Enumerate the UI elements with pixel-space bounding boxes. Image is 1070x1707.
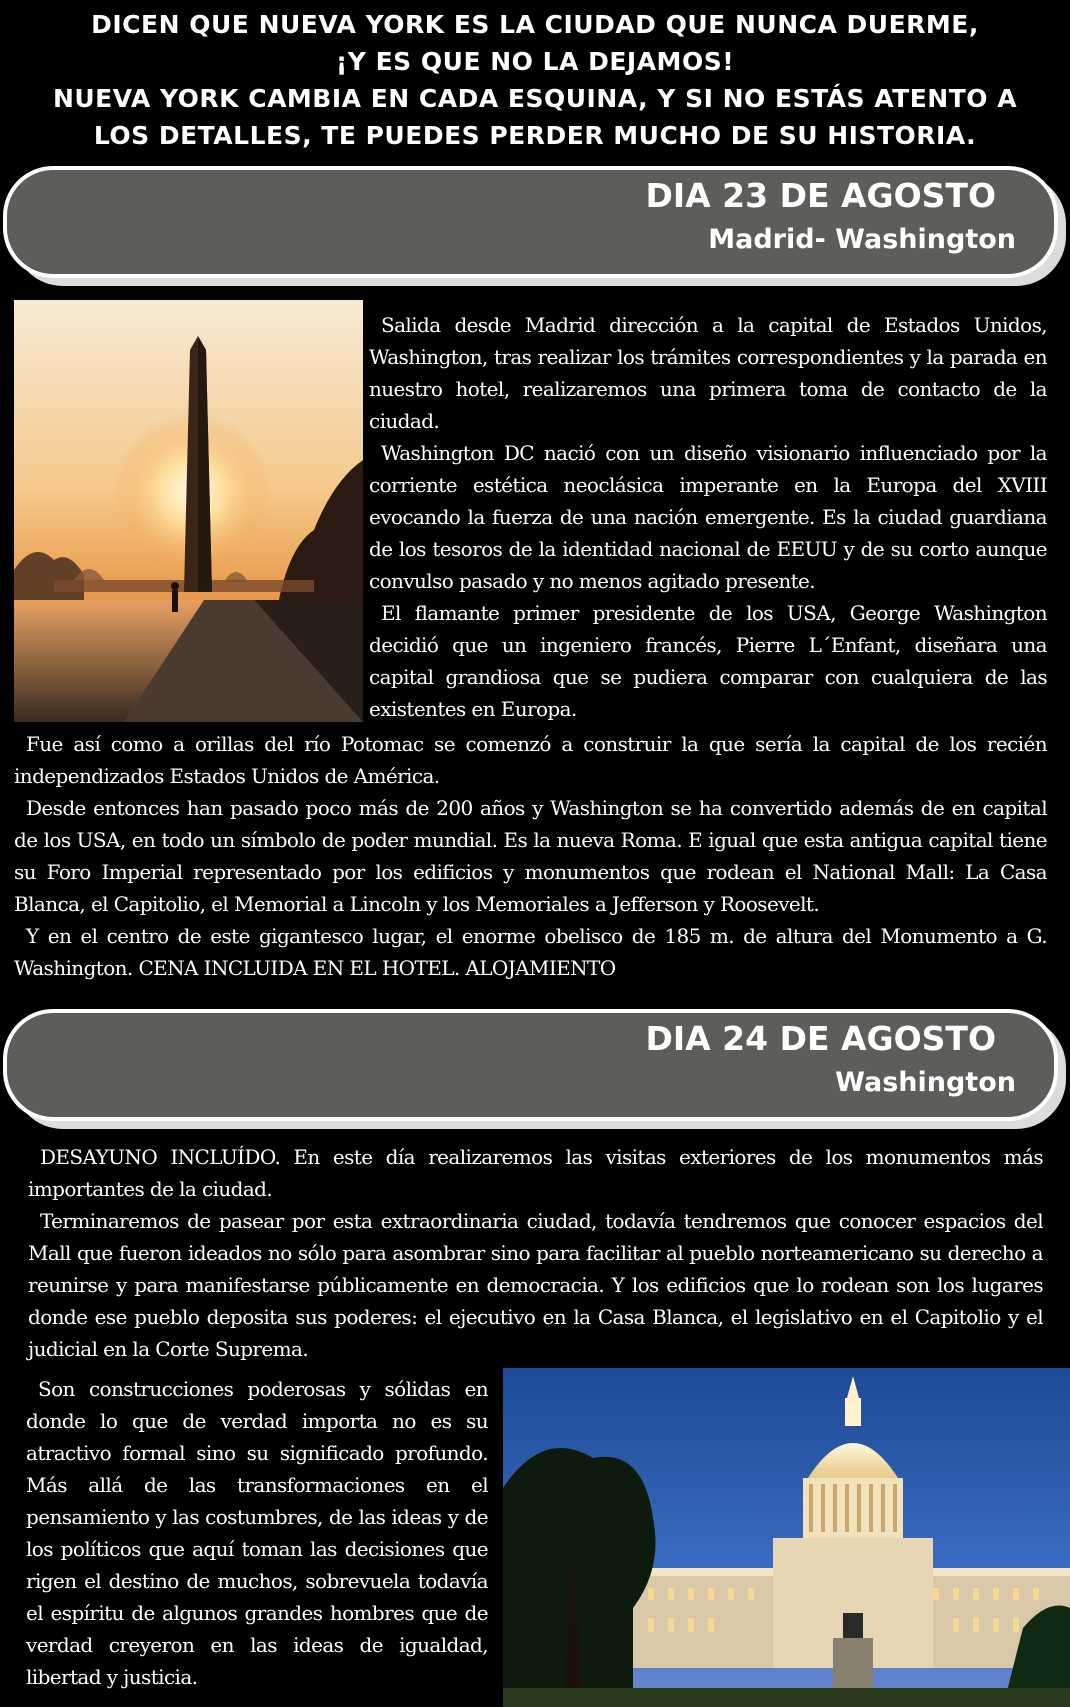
day1-paragraph: Fue así como a orillas del río Potomac se comenzó a construir la que sería la capital de los recién independizados Estados Unidos de América. [14, 732, 1047, 788]
intro-line: ¡Y ES QUE NO LA DEJAMOS! [335, 47, 735, 76]
day1-paragraph: Washington DC nació con un diseño visionario influenciado por la corriente estética neoclásica imperante en la Europa del XVIII evocando la fuerza de una nación emergente. Es la ciudad guardiana de los tesoros de la identidad nacional de EEUU y de su corto aunque convulso pasado y no menos agitado presente. [369, 441, 1047, 593]
day1-paragraph: Salida desde Madrid dirección a la capital de Estados Unidos, Washington, tras realizar los trámites correspondientes y la parada en nuestro hotel, realizaremos una primera toma de contacto de la ciudad. [369, 313, 1047, 433]
intro-line: NUEVA YORK CAMBIA EN CADA ESQUINA, Y SI NO ESTÁS ATENTO A [52, 84, 1018, 113]
day2-paragraph: Son construcciones poderosas y sólidas en donde lo que de verdad importa no es su atractivo formal sino su significado profundo. Más allá de las transformaciones en el pensamiento y las costumbres, de las ideas y de los políticos que aquí toman las decisiones que rigen el destino de muchos, sobrevuela todavía el espíritu de algunos grandes hombres que de verdad creyeron en las ideas de igualdad, libertad y justicia. [26, 1377, 488, 1689]
intro-header [0, 6, 1070, 154]
day2-banner [3, 1009, 1058, 1121]
capitol-photo [503, 1368, 1070, 1707]
day2-full-text [28, 1141, 1043, 1365]
day2-paragraph: DESAYUNO INCLUÍDO. En este día realizaremos las visitas exteriores de los monumentos más importantes de la ciudad. [28, 1145, 1043, 1201]
day2-paragraph: Terminaremos de pasear por esta extraordinaria ciudad, todavía tendremos que conocer espacios del Mall que fueron ideados no sólo para asombrar sino para facilitar al pueblo norteamericano su derecho a reunirse y para manifestarse públicamente en democracia. Y los edificios que lo rodean son los lugares donde ese pueblo deposita sus poderes: el ejecutivo en la Casa Blanca, el legislativo en el Capitolio y el judicial en la Corte Suprema. [28, 1209, 1043, 1361]
day1-full-text [14, 728, 1047, 984]
day1-paragraph: El flamante primer presidente de los USA, George Washington decidió que un ingeniero francés, Pierre L´Enfant, diseñara una capital grandiosa que se pudiera comparar con cualquiera de las existentes en Europa. [369, 601, 1047, 721]
day1-title: DIA 23 DE AGOSTO [645, 176, 996, 215]
intro-line: LOS DETALLES, TE PUEDES PERDER MUCHO DE SU HISTORIA. [93, 121, 977, 150]
washington-monument-photo [14, 300, 363, 722]
day2-title: DIA 24 DE AGOSTO [645, 1019, 996, 1058]
day1-paragraph: Y en el centro de este gigantesco lugar, el enorme obelisco de 185 m. de altura del Monumento a G. Washington. CENA INCLUIDA EN EL HOTEL. ALOJAMIENTO [14, 924, 1047, 980]
day2-side-text [26, 1373, 488, 1693]
day1-paragraph: Desde entonces han pasado poco más de 200 años y Washington se ha convertido además de en capital de los USA, en todo un símbolo de poder mundial. Es la nueva Roma. E igual que esta antigua capital tiene su Foro Imperial representado por los edificios y monumentos que rodean el National Mall: La Casa Blanca, el Capitolio, el Memorial a Lincoln y los Memoriales a Jefferson y Roosevelt. [14, 796, 1047, 916]
day2-route: Washington [835, 1067, 1016, 1098]
day1-banner [3, 166, 1058, 278]
intro-line: DICEN QUE NUEVA YORK ES LA CIUDAD QUE NUNCA DUERME, [91, 10, 979, 39]
day1-side-text [369, 309, 1047, 725]
day1-route: Madrid- Washington [708, 224, 1016, 255]
